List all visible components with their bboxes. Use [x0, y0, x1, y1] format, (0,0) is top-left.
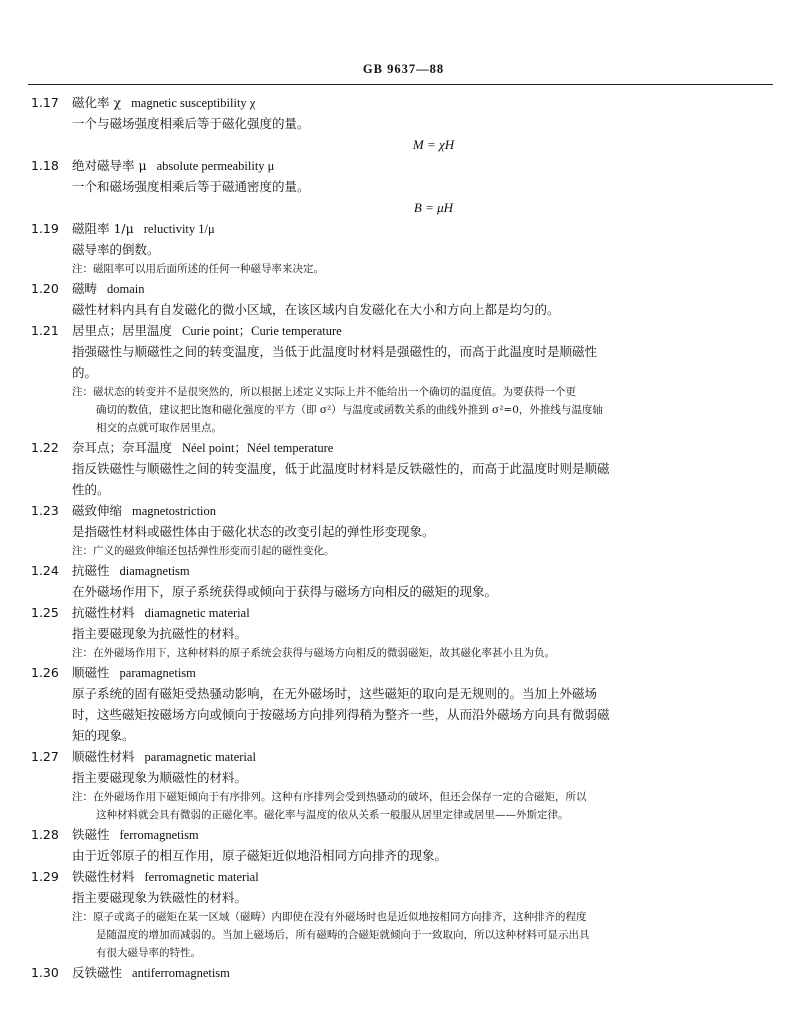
term-entry-1-29 — [0, 866, 807, 962]
term-english: paramagnetic material — [144, 750, 256, 764]
term-english: diamagnetism — [119, 564, 190, 578]
entry-number: 1.25 — [31, 605, 59, 620]
formula: B = μH — [413, 200, 454, 215]
term-chinese: 磁致伸缩 — [72, 503, 123, 518]
term-note: 注：在外磁场作用下磁矩倾向于有序排列。这种有序排列会受到热骚动的破坏，但还会保存一定的合磁矩，所以 — [72, 791, 587, 803]
term-english: paramagnetism — [119, 666, 196, 680]
term-note-continued: 相交的点就可取作居里点。 — [96, 422, 222, 434]
term-entry-1-22 — [0, 437, 807, 500]
term-note: 注：广义的磁致伸缩还包括弹性形变而引起的磁性变化。 — [72, 545, 335, 557]
entry-number: 1.30 — [31, 965, 59, 980]
term-note: 注：磁阻率可以用后面所述的任何一种磁导率来决定。 — [72, 263, 324, 275]
term-definition: 指强磁性与顺磁性之间的转变温度，当低于此温度时材料是强磁性的，而高于此温度时是顺磁性的。 — [72, 344, 598, 380]
term-chinese: 顺磁性材料 — [72, 749, 135, 764]
term-definition: 磁导率的倒数。 — [72, 242, 160, 257]
entry-number: 1.23 — [31, 503, 59, 518]
term-definition: 是指磁性材料或磁性体由于磁化状态的改变引起的弹性形变现象。 — [72, 524, 435, 539]
term-definition: 指主要磁现象为抗磁性的材料。 — [72, 626, 248, 641]
term-english: reluctivity 1/μ — [143, 222, 215, 236]
term-note-continued: 是随温度的增加而减弱的。当加上磁场后，所有磁畴的合磁矩就倾向于一致取向，所以这种材料可显示出具 — [96, 929, 590, 941]
entry-number: 1.18 — [31, 158, 59, 173]
term-entry-1-27 — [0, 746, 807, 824]
entry-number: 1.22 — [31, 440, 59, 455]
term-definition: 指主要磁现象为顺磁性的材料。 — [72, 770, 248, 785]
entry-number: 1.19 — [31, 221, 59, 236]
term-english: antiferromagnetism — [132, 966, 230, 980]
entry-number: 1.21 — [31, 323, 59, 338]
term-entry-1-19 — [0, 218, 807, 278]
term-note: 注：原子或离子的磁矩在某一区域（磁畴）内即使在没有外磁场时也是近似地按相同方向排齐，这种排齐的程度 — [72, 911, 587, 923]
formula: M = χH — [412, 137, 455, 152]
entry-number: 1.26 — [31, 665, 59, 680]
term-english: ferromagnetism — [119, 828, 199, 842]
term-chinese: 磁畴 — [72, 281, 98, 296]
term-note: 注：磁状态的转变并不是很突然的，所以根据上述定义实际上并不能给出一个确切的温度值。为要获得一个更 — [72, 386, 576, 398]
term-english: domain — [107, 282, 145, 296]
term-english: absolute permeability μ — [156, 159, 275, 173]
term-entry-1-18 — [0, 155, 807, 218]
entry-number: 1.29 — [31, 869, 59, 884]
term-english: magnetic susceptibility χ — [131, 96, 256, 110]
term-chinese: 居里点；居里温度 — [72, 323, 173, 338]
term-definition: 指反铁磁性与顺磁性之间的转变温度，低于此温度时材料是反铁磁性的，而高于此温度时则是顺磁性的。 — [72, 461, 610, 497]
page-header: GB 9637—88 — [362, 62, 445, 76]
term-entry-1-21 — [0, 320, 807, 437]
term-english: Curie point；Curie temperature — [182, 324, 342, 338]
term-definition: 一个和磁场强度相乘后等于磁通密度的量。 — [72, 179, 310, 194]
entry-number: 1.27 — [31, 749, 59, 764]
term-chinese: 顺磁性 — [72, 665, 110, 680]
term-note-continued: 这种材料就会具有微弱的正磁化率。磁化率与温度的依从关系一般服从居里定律或居里——外斯定律。 — [96, 809, 569, 821]
term-entry-1-28 — [0, 824, 807, 866]
term-english: diamagnetic material — [144, 606, 250, 620]
term-chinese: 铁磁性材料 — [72, 869, 135, 884]
term-definition: 在外磁场作用下，原子系统获得或倾向于获得与磁场方向相反的磁矩的现象。 — [72, 584, 498, 599]
term-entry-1-20 — [0, 278, 807, 320]
term-definition: 原子系统的固有磁矩受热骚动影响，在无外磁场时，这些磁矩的取向是无规则的。当加上外磁场时，这些磁矩按磁场方向或倾向于按磁场方向排列得稍为整齐一些，从而沿外磁场方向具有微弱磁矩的现象。 — [72, 686, 610, 743]
entry-number: 1.28 — [31, 827, 59, 842]
term-entry-1-24 — [0, 560, 807, 602]
term-note-continued: 确切的数值，建议把比饱和磁化强度的平方（即 σ²）与温度或函数关系的曲线外推到 σ²=0，外推线与温度轴 — [96, 404, 603, 416]
term-definition: 指主要磁现象为铁磁性的材料。 — [72, 890, 248, 905]
term-definition: 由于近邻原子的相互作用，原子磁矩近似地沿相同方向排齐的现象。 — [72, 848, 448, 863]
term-chinese: 绝对磁导率 μ — [72, 158, 147, 173]
term-entry-1-30 — [0, 962, 807, 983]
term-english: magnetostriction — [132, 504, 217, 518]
term-note: 注：在外磁场作用下，这种材料的原子系统会获得与磁场方向相反的微弱磁矩，故其磁化率甚小且为负。 — [72, 647, 555, 659]
term-chinese: 磁化率 χ — [72, 95, 122, 110]
term-chinese: 铁磁性 — [72, 827, 110, 842]
term-definition: 一个与磁场强度相乘后等于磁化强度的量。 — [72, 116, 310, 131]
term-chinese: 抗磁性 — [72, 563, 110, 578]
term-note-continued: 有很大磁导率的特性。 — [96, 947, 201, 959]
header-rule — [28, 84, 773, 85]
entry-number: 1.24 — [31, 563, 59, 578]
entry-number: 1.17 — [31, 95, 59, 110]
term-chinese: 反铁磁性 — [72, 965, 123, 980]
term-definition: 磁性材料内具有自发磁化的微小区域，在该区域内自发磁化在大小和方向上都是均匀的。 — [72, 302, 560, 317]
term-entry-1-23 — [0, 500, 807, 560]
document-body — [0, 92, 807, 983]
term-chinese: 奈耳点；奈耳温度 — [72, 440, 173, 455]
term-english: Néel point；Néel temperature — [182, 441, 334, 455]
term-english: ferromagnetic material — [144, 870, 259, 884]
entry-number: 1.20 — [31, 281, 59, 296]
term-entry-1-26 — [0, 662, 807, 746]
term-entry-1-25 — [0, 602, 807, 662]
term-entry-1-17 — [0, 92, 807, 155]
term-chinese: 抗磁性材料 — [72, 605, 135, 620]
term-chinese: 磁阻率 1/μ — [72, 221, 134, 236]
